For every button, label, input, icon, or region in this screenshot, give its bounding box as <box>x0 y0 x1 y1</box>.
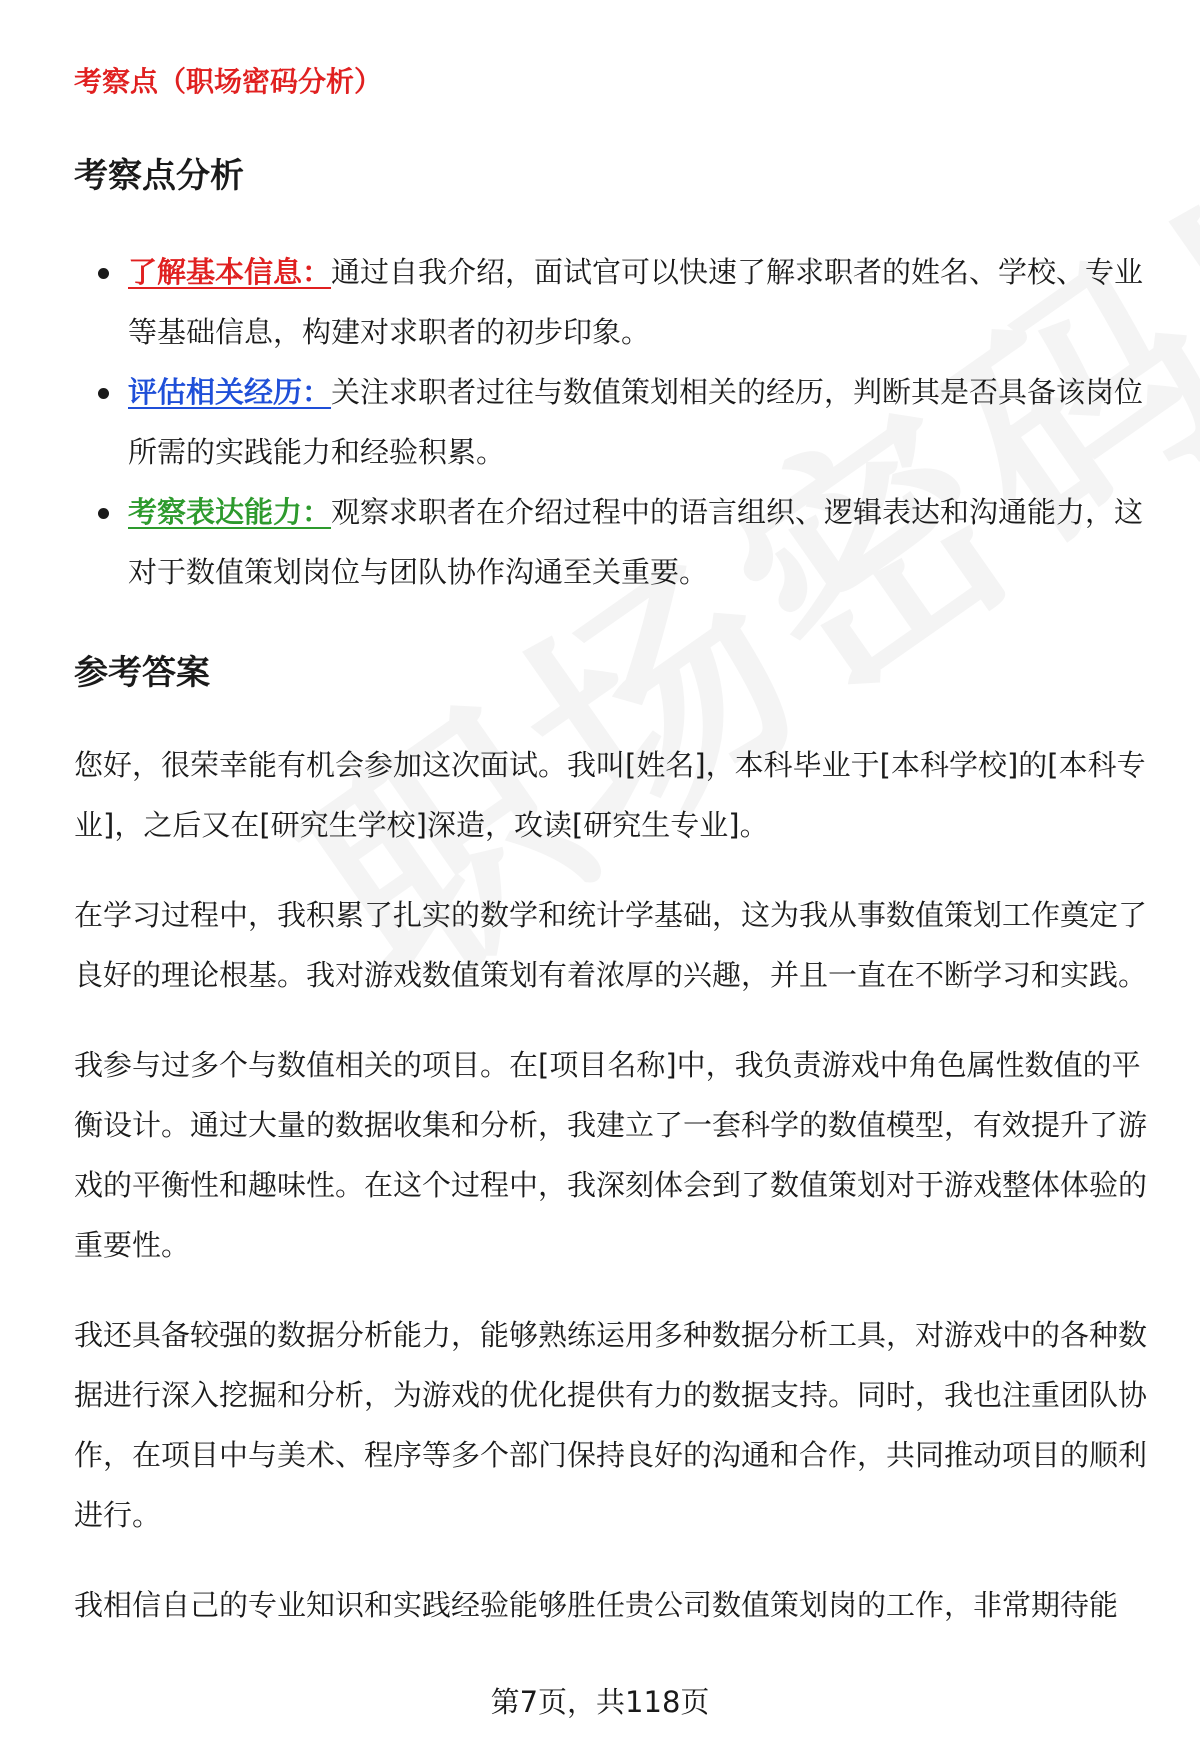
list-item <box>74 242 1149 362</box>
answer-paragraph: 在学习过程中，我积累了扎实的数学和统计学基础，这为我从事数值策划工作奠定了良好的理论根基。我对游戏数值策划有着浓厚的兴趣，并且一直在不断学习和实践。 <box>74 898 1148 992</box>
point-keyword: 了解基本信息： <box>128 255 332 289</box>
answer-paragraph: 我还具备较强的数据分析能力，能够熟练运用多种数据分析工具，对游戏中的各种数据进行深入挖掘和分析，为游戏的优化提供有力的数据支持。同时，我也注重团队协作，在项目中与美术、程序等多个部门保持良好的沟通和合作，共同推动项目的顺利进行。 <box>74 1318 1148 1532</box>
list-item <box>74 362 1149 482</box>
answer-paragraph: 我参与过多个与数值相关的项目。在[项目名称]中，我负责游戏中角色属性数值的平衡设计。通过大量的数据收集和分析，我建立了一套科学的数值模型，有效提升了游戏的平衡性和趣味性。在这个过程中，我深刻体会到了数值策划对于游戏整体体验的重要性。 <box>74 1048 1148 1262</box>
analysis-points-list <box>74 242 1149 602</box>
point-keyword: 考察表达能力： <box>128 495 332 529</box>
list-item <box>74 482 1149 602</box>
answer-paragraph: 我相信自己的专业知识和实践经验能够胜任贵公司数值策划岗的工作，非常期待能 <box>74 1588 1119 1622</box>
answer-body <box>74 735 1149 1665</box>
answer-heading: 参考答案 <box>74 653 210 693</box>
bullet-icon <box>98 388 109 399</box>
point-keyword: 评估相关经历： <box>128 375 332 409</box>
point-text: 关注求职者过往与数值策划相关的经历，判断其是否具备该岗位所需的实践能力和经验积累。 <box>128 375 1144 469</box>
bullet-icon <box>98 268 109 279</box>
section-label: 考察点（职场密码分析） <box>74 65 383 98</box>
point-text: 观察求职者在介绍过程中的语言组织、逻辑表达和沟通能力，这对于数值策划岗位与团队协作沟通至关重要。 <box>128 495 1144 589</box>
page-number: 第7页，共118页 <box>490 1685 710 1719</box>
analysis-heading: 考察点分析 <box>74 156 244 196</box>
answer-paragraph: 您好，很荣幸能有机会参加这次面试。我叫[姓名]，本科毕业于[本科学校]的[本科专业]，之后又在[研究生学校]深造，攻读[研究生专业]。 <box>74 748 1146 842</box>
point-text: 通过自我介绍，面试官可以快速了解求职者的姓名、学校、专业等基础信息，构建对求职者的初步印象。 <box>128 255 1144 349</box>
bullet-icon <box>98 508 109 519</box>
